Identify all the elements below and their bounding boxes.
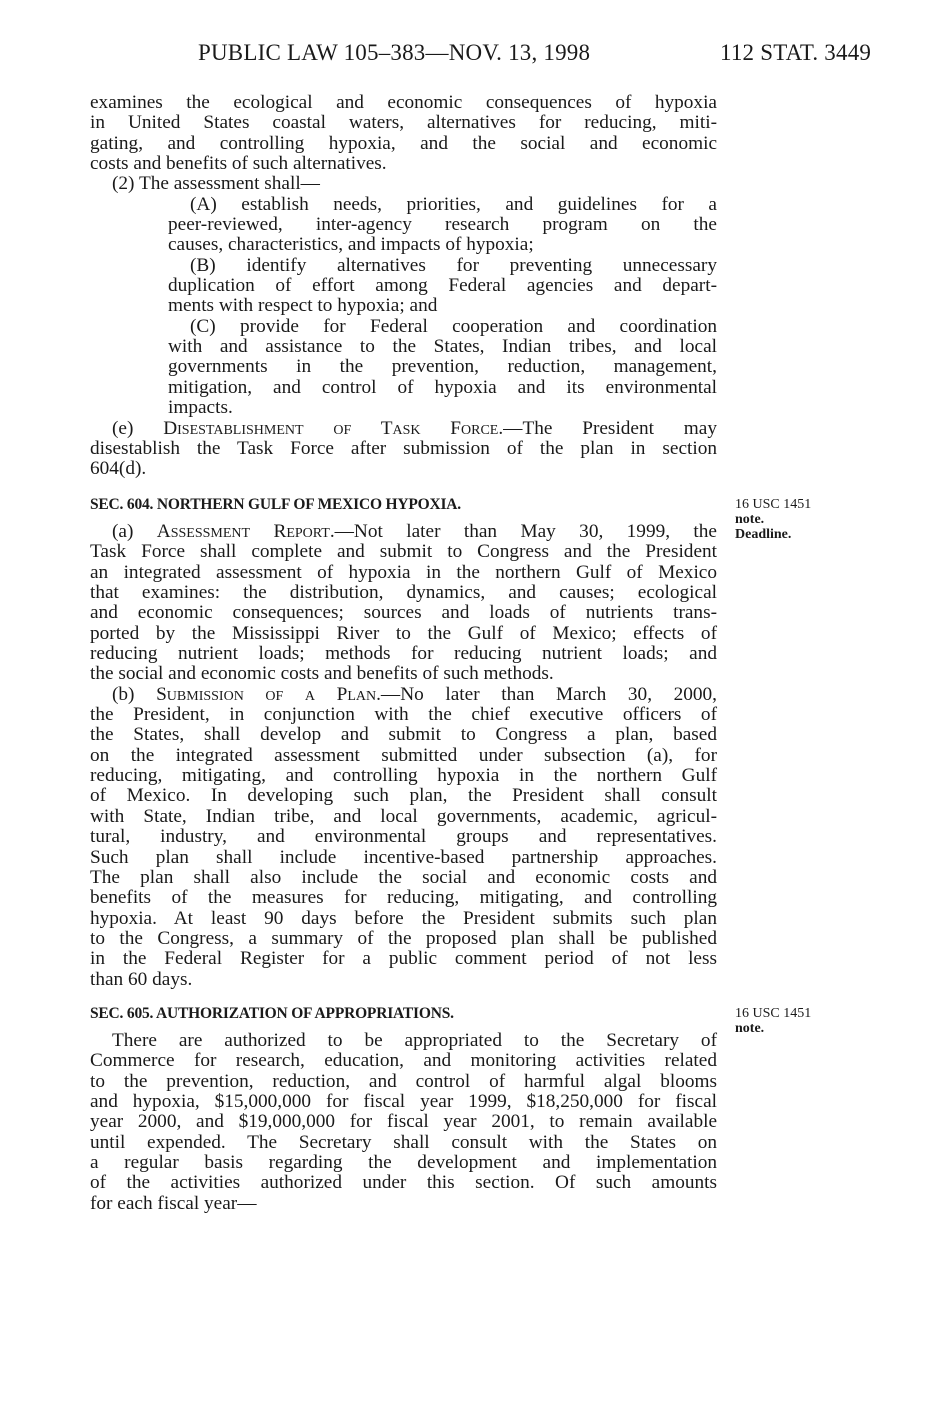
text-line: with and assistance to the States, Indian tribes, and local — [168, 336, 717, 358]
running-header-title: PUBLIC LAW 105–383—NOV. 13, 1998 — [198, 40, 591, 65]
text-line: benefits of the measures for reducing, mitigating, and controlling — [90, 887, 717, 909]
text-line: The plan shall also include the social and economic costs and — [90, 866, 717, 888]
text-line: causes, characteristics, and impacts of hypoxia; — [168, 234, 534, 256]
text-line: for each fiscal year— — [90, 1192, 257, 1214]
text-line: with State, Indian tribe, and local governments, academic, agricul- — [90, 805, 717, 827]
text-line: impacts. — [168, 397, 233, 419]
text-line: (A) establish needs, priorities, and guidelines for a — [190, 193, 717, 215]
text-line: 604(d). — [90, 458, 147, 480]
text-line: ported by the Mississippi River to the Gulf of Mexico; effects of — [90, 622, 717, 644]
margin-note-line: Deadline. — [735, 527, 792, 542]
text-line: (2) The assessment shall— — [112, 173, 320, 195]
margin-citation: 16 USC 1451 — [735, 1006, 812, 1021]
section-heading: SEC. 604. NORTHERN GULF OF MEXICO HYPOXIA. — [90, 496, 461, 513]
text-line: and economic consequences; sources and loads of nutrients trans- — [90, 602, 717, 624]
section-heading: SEC. 605. AUTHORIZATION OF APPROPRIATIONS. — [90, 1005, 454, 1022]
text-line: that examines: the distribution, dynamics, and causes; ecological — [90, 582, 717, 604]
text-line: on the integrated assessment submitted under subsection (a), for — [90, 744, 717, 766]
text-line: (b) Submission of a Plan.—No later than March 30, 2000, — [112, 683, 717, 705]
paragraph-para — [90, 1031, 717, 1214]
text-line: of Mexico. In developing such plan, the President shall consult — [90, 785, 717, 807]
text-line: year 2000, and $19,000,000 for fiscal year 2001, to remain available — [90, 1111, 717, 1133]
margin-citation: 16 USC 1451 — [735, 497, 812, 512]
text-line: Task Force shall complete and submit to Congress and the President — [90, 541, 717, 563]
text-line: gating, and controlling hypoxia, and the social and economic — [90, 132, 717, 154]
paragraph-sub — [90, 195, 717, 256]
text-line: of the activities authorized under this section. Of such amounts — [90, 1172, 717, 1194]
text-line: and hypoxia, $15,000,000 for fiscal year 1999, $18,250,000 for fiscal — [90, 1091, 717, 1113]
text-line: There are authorized to be appropriated to the Secretary of — [112, 1030, 717, 1051]
text-line: peer-reviewed, inter-agency research program on the — [168, 214, 717, 236]
text-line: governments in the prevention, reduction, management, — [168, 356, 717, 378]
margin-note-line: note. — [735, 512, 765, 527]
text-line: Commerce for research, education, and monitoring activities related — [90, 1050, 717, 1072]
paragraph-para — [90, 419, 717, 480]
text-line: hypoxia. At least 90 days before the President submits such plan — [90, 907, 717, 929]
page-number: 112 STAT. 3449 — [720, 40, 872, 65]
text-line: to the prevention, reduction, and control of harmful algal blooms — [90, 1070, 717, 1092]
text-line: tural, industry, and environmental groups and representatives. — [90, 826, 717, 848]
paragraph-para — [90, 522, 717, 685]
text-line: in United States coastal waters, alternatives for reducing, miti- — [90, 112, 717, 134]
paragraph-sub — [90, 256, 717, 317]
paragraph-para — [90, 685, 717, 990]
text-line: the States, shall develop and submit to Congress a plan, based — [90, 724, 717, 746]
section-605 — [90, 1003, 717, 1214]
paragraph-sub — [90, 317, 717, 419]
text-line: an integrated assessment of hypoxia in the northern Gulf of Mexico — [90, 561, 717, 583]
text-line: Such plan shall include incentive-based partnership approaches. — [90, 846, 717, 868]
text-line: duplication of effort among Federal agencies and depart- — [168, 275, 717, 297]
section-604 — [90, 494, 717, 990]
paragraph-cont — [90, 93, 717, 174]
paragraph-para — [90, 174, 717, 194]
text-line: reducing nutrient loads; methods for reducing nutrient loads; and — [90, 643, 717, 665]
text-line: the social and economic costs and benefits of such methods. — [90, 663, 554, 685]
text-line: the President, in conjunction with the chief executive officers of — [90, 704, 717, 726]
text-line: a regular basis regarding the development and implementation — [90, 1152, 717, 1174]
text-line: costs and benefits of such alternatives. — [90, 153, 387, 175]
text-line: examines the ecological and economic consequences of hypoxia — [90, 92, 717, 113]
text-line: in the Federal Register for a public comment period of not less — [90, 948, 717, 970]
text-line: (B) identify alternatives for preventing unnecessary — [190, 254, 717, 276]
text-line: reducing, mitigating, and controlling hypoxia in the northern Gulf — [90, 765, 717, 787]
text-line: (e) Disestablishment of Task Force.—The President may — [112, 417, 717, 439]
text-line: (a) Assessment Report.—Not later than May 30, 1999, the — [112, 521, 717, 542]
margin-note-line: note. — [735, 1021, 765, 1036]
margin-note-605 — [735, 1006, 811, 1036]
text-line: ments with respect to hypoxia; and — [168, 295, 438, 317]
text-line: disestablish the Task Force after submission of the plan in section — [90, 437, 717, 459]
section-603-continuation — [90, 93, 717, 480]
text-line: to the Congress, a summary of the proposed plan shall be published — [90, 927, 717, 949]
text-line: until expended. The Secretary shall consult with the States on — [90, 1131, 717, 1153]
text-line: (C) provide for Federal cooperation and coordination — [190, 315, 717, 337]
margin-note-604 — [735, 497, 811, 542]
text-line: mitigation, and control of hypoxia and its environmental — [168, 376, 717, 398]
text-line: than 60 days. — [90, 968, 193, 990]
